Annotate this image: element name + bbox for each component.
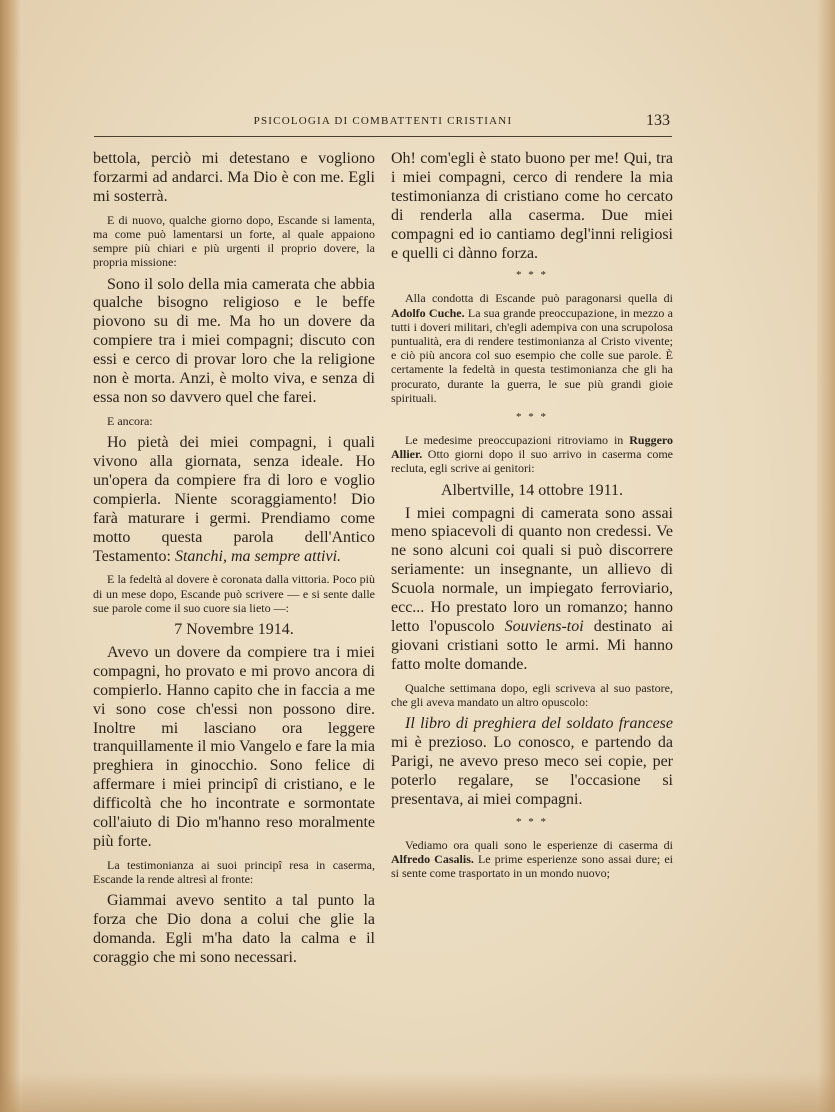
page-number: 133 (646, 112, 670, 129)
right-column (391, 150, 673, 886)
quote-paragraph (93, 434, 375, 566)
narrative-text: Alla condotta di Escande può paragonarsi quella di (405, 291, 673, 306)
quote-text: Ho pietà dei miei compagni, i quali vivono alla giornata, senza ideale. Ho un'opera da compiere fra di loro e voglio compierla. Niente scoraggiamento! Dio farà maturare i germi. Prendiamo come motto questa parola dell'Antico Testamento: (93, 434, 375, 565)
quote-text: I miei compagni di camerata sono assai meno spiacevoli di quanto non credessi. Ve ne sono alcuni coi quali si può discorrere seriamente: un insegnante, un allievo di Scuola normale, un impiegato ferroviario, ecc... Ho prestato loro un romanzo; hanno letto l'opuscolo (391, 504, 673, 636)
left-column (93, 150, 375, 974)
quote-text: destinato ai giovani cristiani sotto le armi. Mi hanno fatto molte domande. (391, 618, 674, 673)
running-title: PSICOLOGIA DI COMBATTENTI CRISTIANI (253, 115, 513, 127)
quote-text: mi è prezioso. Lo conosco, e partendo da Parigi, ne avevo preso meco sei copie, per poterlo regalare, se l'occasione si presentava, ai miei compagni. (391, 734, 673, 808)
letter-date: 7 Novembre 1914. (174, 621, 294, 639)
narrative-text: Le prime esperienze sono assai dure; ei si sente come trasportato in un mondo nuovo; (391, 851, 673, 881)
quote-paragraph: bettola, perciò mi detestano e vogliono forzarmi ad andarci. Ma Dio è con me. Egli mi sosterrà. (93, 150, 375, 205)
narrative-paragraph: E ancora: (107, 413, 153, 428)
narrative-text: Otto giorni dopo il suo arrivo in caserma come recluta, egli scrive ai genitori: (391, 447, 673, 476)
narrative-paragraph (391, 838, 673, 881)
narrative-paragraph: E la fedeltà al dovere è coronata dalla vittoria. Poco più di un mese dopo, Escande può scrivere — e si sente dalle sue parole come il suo cuore sia lieto —: (93, 572, 375, 615)
narrative-paragraph (391, 291, 673, 405)
page-bottom-edge (0, 1072, 835, 1112)
person-name: Adolfo Cuche. (391, 305, 465, 320)
section-separator: * * * (516, 269, 548, 282)
page-spine-shadow (0, 0, 22, 1112)
section-separator: * * * (516, 411, 548, 424)
quote-paragraph: Giammai avevo sentito a tal punto la forza che Dio dona a colui che glie la domanda. Egli m'ha dato la calma e il coraggio che mi sono necessari. (93, 892, 375, 967)
quote-paragraph (391, 505, 673, 675)
section-separator: * * * (516, 815, 548, 828)
booklet-title: Souviens-toi (504, 618, 584, 636)
narrative-paragraph (391, 433, 673, 476)
narrative-paragraph: Qualche settimana dopo, egli scriveva al suo pastore, che gli aveva mandato un altro opuscolo: (391, 680, 673, 709)
quote-paragraph: Sono il solo della mia camerata che abbia qualche bisogno religioso e le beffe piovono su di me. Ma ho un dovere da compiere tra i miei compagni; discuto con essi e cerco di provar loro che la religione non è morta. Anzi, è molto viva, e senza di essa non so davvero quel che farei. (93, 275, 375, 406)
narrative-text: Le medesime preoccupazioni ritroviamo in (405, 433, 624, 448)
narrative-text: Vediamo ora quali sono le esperienze di caserma di (405, 837, 673, 852)
page-header (94, 112, 672, 137)
quote-paragraph: Oh! com'egli è stato buono per me! Qui, tra i miei compagni, cerco di rendere la mia testimonianza di cristiano come ho cercato di renderla alla caserma. Due miei compagni ed io cantiamo degl'inni religiosi e quelli ci dànno forza. (391, 150, 673, 262)
letter-date: Albertville, 14 ottobre 1911. (440, 481, 624, 499)
person-name: Ruggero Allier. (391, 433, 674, 462)
quote-paragraph: Avevo un dovere da compiere tra i miei compagni, ho provato e mi provo ancora di compierlo. Hanno capito che in faccia a me vi sono cose ch'essi non possono dire. Inoltre mi lasciano ora leggere tranquillamente il mio Vangelo e fare la mia preghiera in ginocchio. Sono felice di affermare i miei principî di cristiano, e le difficoltà che ho incontrate e sormontate coll'aiuto di Dio m'hanno reso moralmente più forte. (93, 643, 375, 850)
motto-text: Stanchi, ma sempre attivi. (174, 547, 342, 565)
quote-paragraph (391, 715, 673, 810)
booklet-title: Il libro di preghiera del soldato francese (405, 715, 673, 733)
narrative-paragraph: La testimonianza ai suoi principî resa in caserma, Escande la rende altresì al fronte: (93, 857, 375, 887)
page-edge (817, 0, 835, 1112)
narrative-text: La sua grande preoccupazione, in mezzo a tutti i doveri militari, ch'egli adempiva con una scrupolosa puntualità, era di rendere testimonianza al Cristo vivente; e ciò più ancora col suo esempio che colle sue parole. È certamente la fedeltà in questa testimonianza che gli ha procurato, durante la guerra, le sue più grandi gioie spirituali. (391, 305, 674, 405)
person-name: Alfredo Casalis. (391, 851, 474, 866)
narrative-paragraph: E di nuovo, qualche giorno dopo, Escande si lamenta, ma come può lamentarsi un forte, al quale appaiono sempre più chiari e più urgenti il proprio dovere, la propria missione: (93, 212, 375, 270)
